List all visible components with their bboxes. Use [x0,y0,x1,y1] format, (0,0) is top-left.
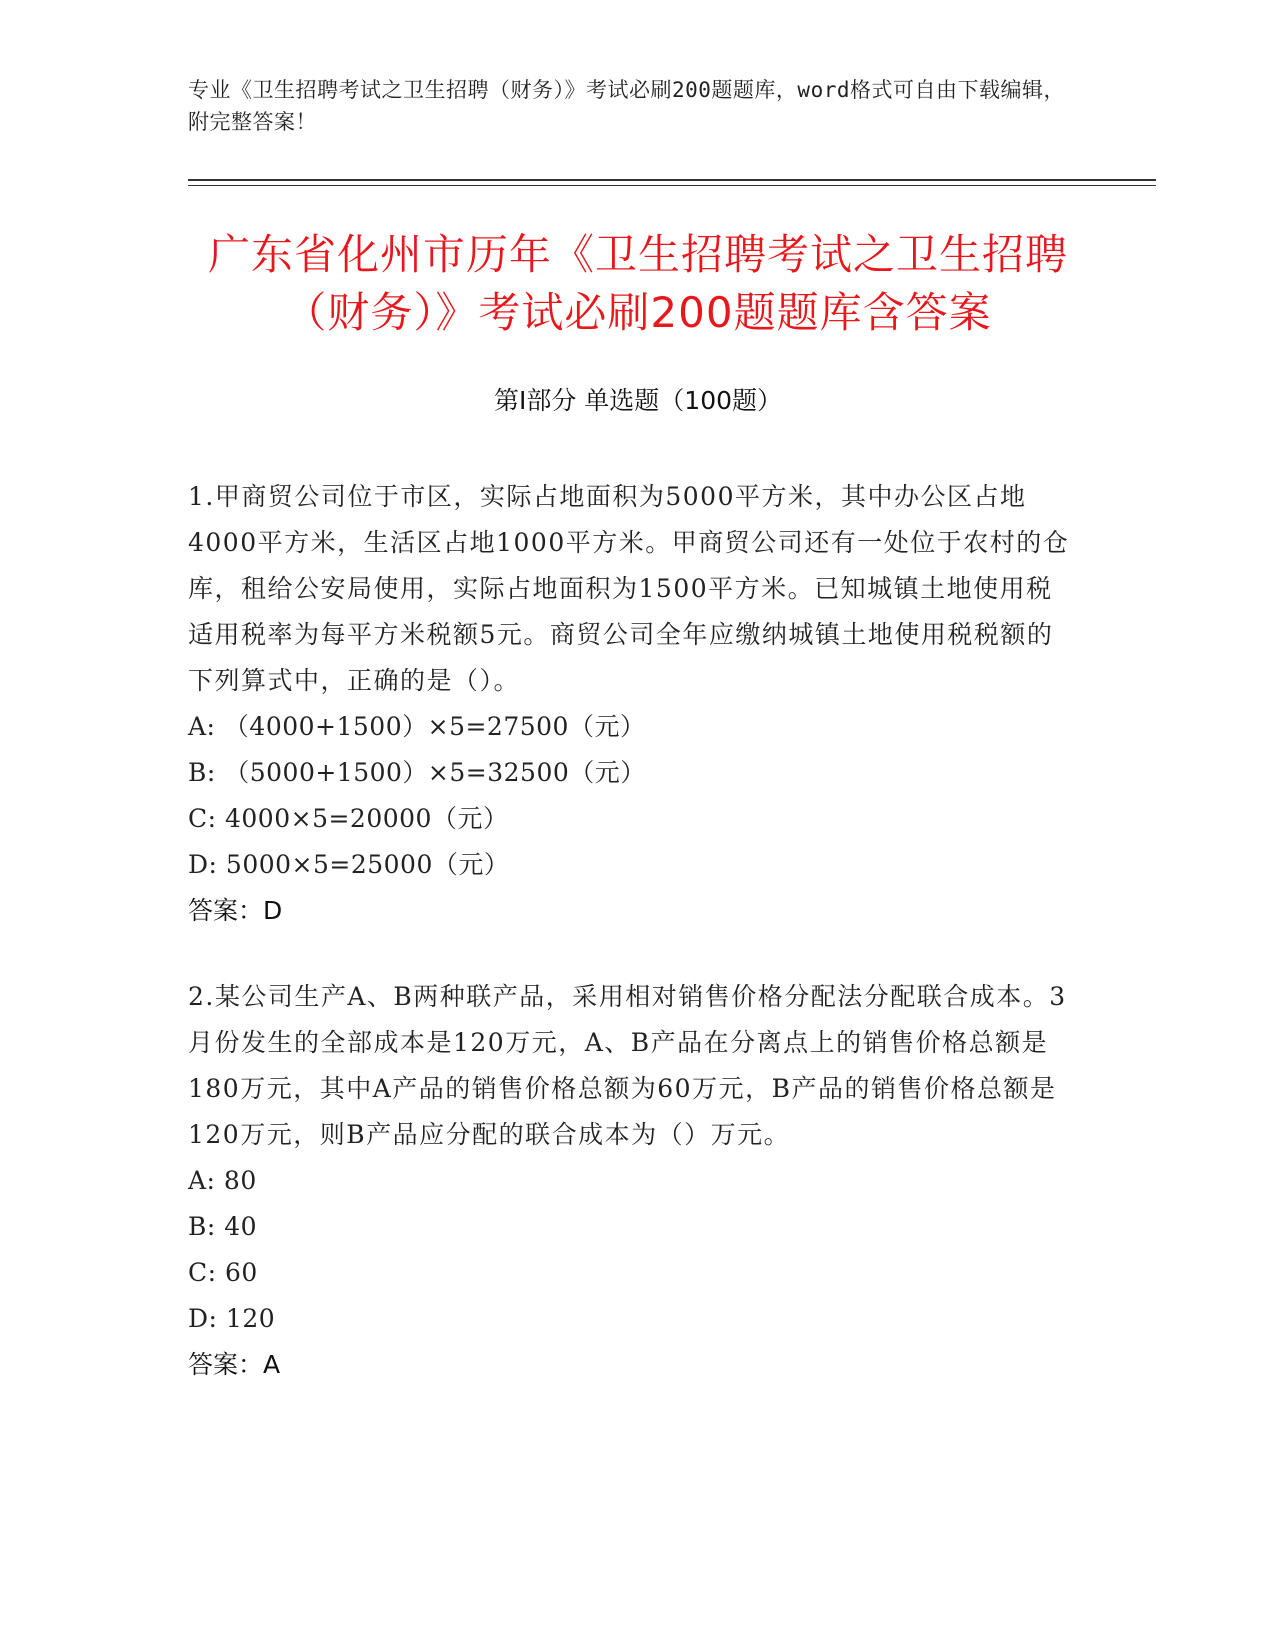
question-item [188,474,1078,934]
header-divider-thin [188,185,1156,186]
option-c: C: 4000×5=20000（元） [188,804,509,833]
section-heading: 第I部分 单选题（100题） [493,386,783,415]
option-c: C: 60 [188,1258,258,1287]
question-stem: 1.甲商贸公司位于市区，实际占地面积为5000平方米，其中办公区占地4000平方米，生活区占地1000平方米。甲商贸公司还有一处位于农村的仓库，租给公安局使用，实际占地面积为1500平方米。已知城镇土地使用税适用税率为每平方米税额5元。商贸公司全年应缴纳城镇土地使用税税额的下列算式中，正确的是（）。 [188,482,1070,695]
option-d: D: 5000×5=25000（元） [188,850,510,879]
option-b: B: （5000+1500）×5=32500（元） [188,758,646,787]
answer-label: 答案：A [188,1350,281,1379]
header-divider-thick [188,179,1156,181]
option-b: B: 40 [188,1212,258,1241]
option-a: A: （4000+1500）×5=27500（元） [188,712,646,741]
option-a: A: 80 [188,1166,257,1195]
answer-label: 答案：D [188,896,283,925]
question-item [188,974,1078,1388]
document-title: 广东省化州市历年《卫生招聘考试之卫生招聘（财务）》考试必刷200题题库含答案 [207,230,1068,337]
option-d: D: 120 [188,1304,276,1333]
header-note: 专业《卫生招聘考试之卫生招聘（财务）》考试必刷200题题库，word格式可自由下载编辑，附完整答案！ [188,78,1065,134]
question-stem: 2.某公司生产A、B两种联产品，采用相对销售价格分配法分配联合成本。3月份发生的全部成本是120万元，A、B产品在分离点上的销售价格总额是180万元，其中A产品的销售价格总额为60万元，B产品的销售价格总额是120万元，则B产品应分配的联合成本为（）万元。 [188,982,1067,1149]
